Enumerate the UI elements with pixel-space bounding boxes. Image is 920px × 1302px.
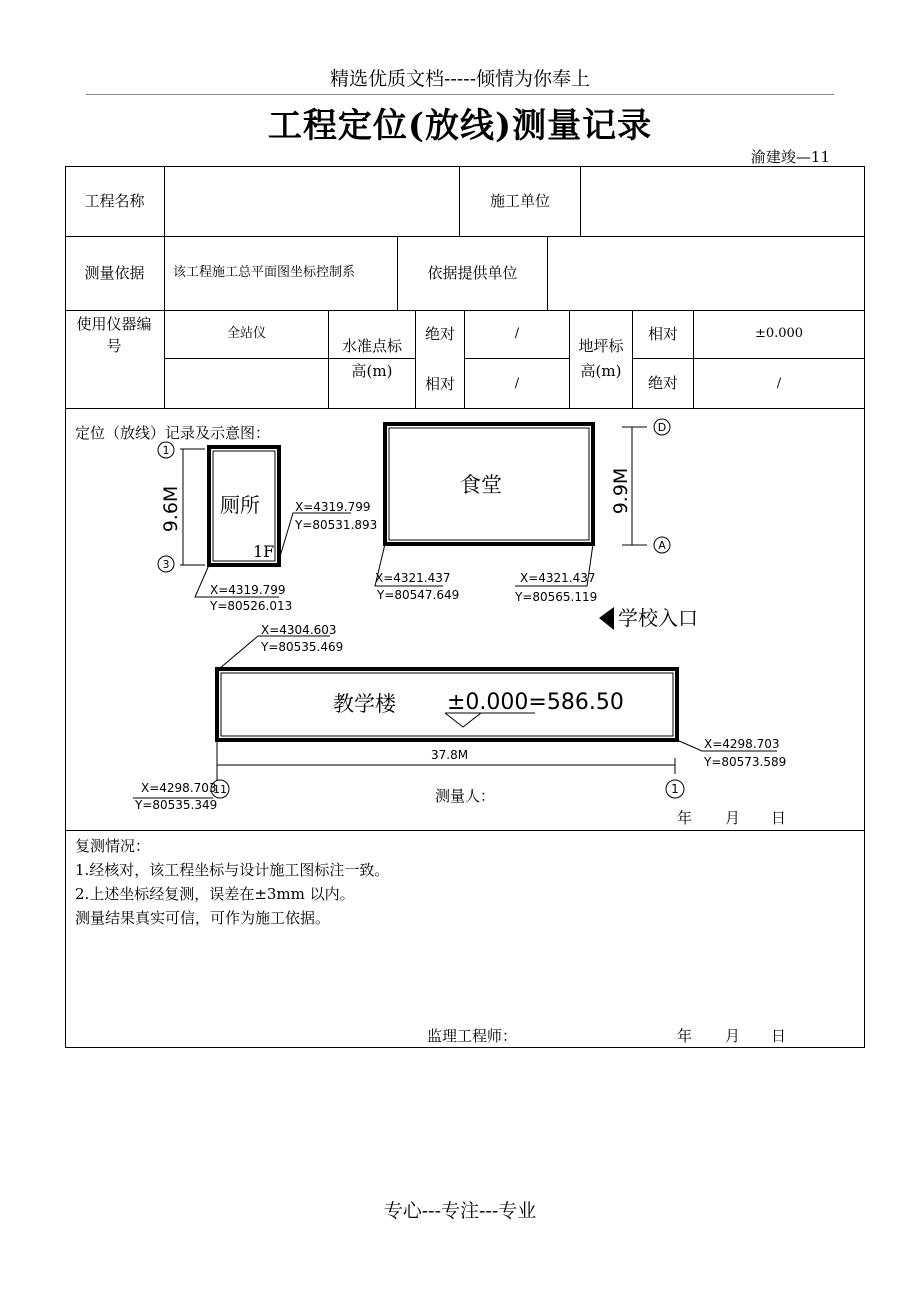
survey-date-month: 月	[725, 809, 741, 827]
floor-rel-label: 相对	[647, 324, 678, 343]
basis-provider-label: 依据提供单位	[427, 263, 518, 282]
coord-tb-tl-y: Y=80535.469	[261, 640, 344, 654]
coord-tb-bl-x: X=4298.703	[141, 781, 217, 795]
instrument-label: 使用仪器编 号	[76, 315, 167, 355]
basis-label: 测量依据	[84, 263, 145, 282]
coord-tb-br-x: X=4298.703	[704, 737, 780, 751]
instrument-field[interactable]: 全站仪	[226, 326, 266, 342]
floor-elevation-label: 地坪标高(m)	[578, 337, 624, 380]
survey-date-day: 日	[771, 809, 787, 827]
coord-tb-tl-x: X=4304.603	[261, 623, 337, 637]
review-line: 测量结果真实可信，可作为施工依据。	[75, 909, 331, 927]
coord-canteen-br-y: Y=80565.119	[515, 590, 598, 604]
footer-slogan: 专心---专注---专业	[383, 1200, 537, 1222]
benchmark-rel-field[interactable]: /	[514, 375, 520, 391]
coord-toilet-tr-x: X=4319.799	[295, 500, 371, 514]
floor-abs-field[interactable]: /	[776, 375, 782, 391]
elevation-marker-icon	[445, 713, 481, 727]
coord-tb-bl-y: Y=80535.349	[135, 798, 218, 812]
coord-canteen-bl-x: X=4321.437	[375, 571, 451, 585]
header-divider	[86, 94, 834, 95]
review-date-year: 年	[677, 1027, 693, 1045]
canteen-label: 食堂	[460, 473, 502, 497]
basis-field[interactable]: 该工程施工总平面图坐标控制系	[173, 265, 356, 280]
coord-tb-br-y: Y=80573.589	[704, 755, 787, 769]
floor-rel-field[interactable]: ±0.000	[754, 326, 804, 342]
supervisor-label: 监理工程师：	[427, 1027, 518, 1045]
review-date-month: 月	[725, 1027, 741, 1045]
benchmark-label: 水准点标高(m)	[341, 337, 402, 380]
axis-d-label: D	[657, 421, 667, 434]
review-date-day: 日	[771, 1027, 787, 1045]
coord-canteen-br-x: X=4321.437	[520, 571, 596, 585]
project-name-label: 工程名称	[84, 191, 145, 210]
coord-canteen-bl-y: Y=80547.649	[377, 588, 460, 602]
teaching-building-label: 教学楼	[333, 692, 396, 716]
review-title: 复测情况：	[75, 837, 151, 855]
page-title: 工程定位(放线)测量记录	[267, 106, 653, 146]
review-line: 2.上述坐标经复测，误差在±3mm 以内。	[75, 885, 355, 903]
toilet-floor-label: 1F	[253, 542, 275, 561]
axis-1-label: 1	[162, 444, 170, 457]
form-code: 渝建竣—11	[750, 148, 830, 166]
toilet-dimension: 9.6M	[160, 485, 182, 533]
header-slogan: 精选优质文档-----倾情为你奉上	[329, 68, 591, 90]
elevation-label: ±0.000=586.50	[447, 690, 624, 715]
row-divider	[65, 830, 865, 831]
axis-11-label: 11	[213, 783, 227, 796]
coord-toilet-tr-y: Y=80531.893	[295, 518, 378, 532]
axis-1b-label: 1	[671, 782, 679, 796]
teaching-building-length: 37.8M	[431, 748, 469, 762]
record-title: 定位（放线）记录及示意图：	[75, 424, 271, 442]
benchmark-rel-label: 相对	[424, 374, 455, 393]
benchmark-abs-field[interactable]: /	[514, 326, 520, 342]
contractor-label: 施工单位	[489, 191, 550, 210]
canteen-dimension: 9.9M	[610, 467, 632, 515]
school-entrance-label: 学校入口	[618, 606, 698, 630]
review-line: 1.经核对，该工程坐标与设计施工图标注一致。	[75, 861, 390, 879]
coord-toilet-bl-y: Y=80526.013	[210, 599, 293, 613]
axis-a-label: A	[658, 539, 666, 552]
entrance-arrow-icon	[599, 607, 614, 630]
survey-record-form	[65, 166, 865, 1048]
surveyor-label: 测量人：	[435, 787, 496, 805]
survey-date-year: 年	[677, 809, 693, 827]
axis-3-label: 3	[162, 558, 170, 571]
benchmark-abs-label: 绝对	[424, 325, 455, 343]
floor-abs-label: 绝对	[647, 374, 678, 393]
toilet-label: 厕所	[220, 493, 260, 517]
site-layout-diagram	[65, 166, 865, 830]
coord-toilet-bl-x: X=4319.799	[210, 583, 286, 597]
